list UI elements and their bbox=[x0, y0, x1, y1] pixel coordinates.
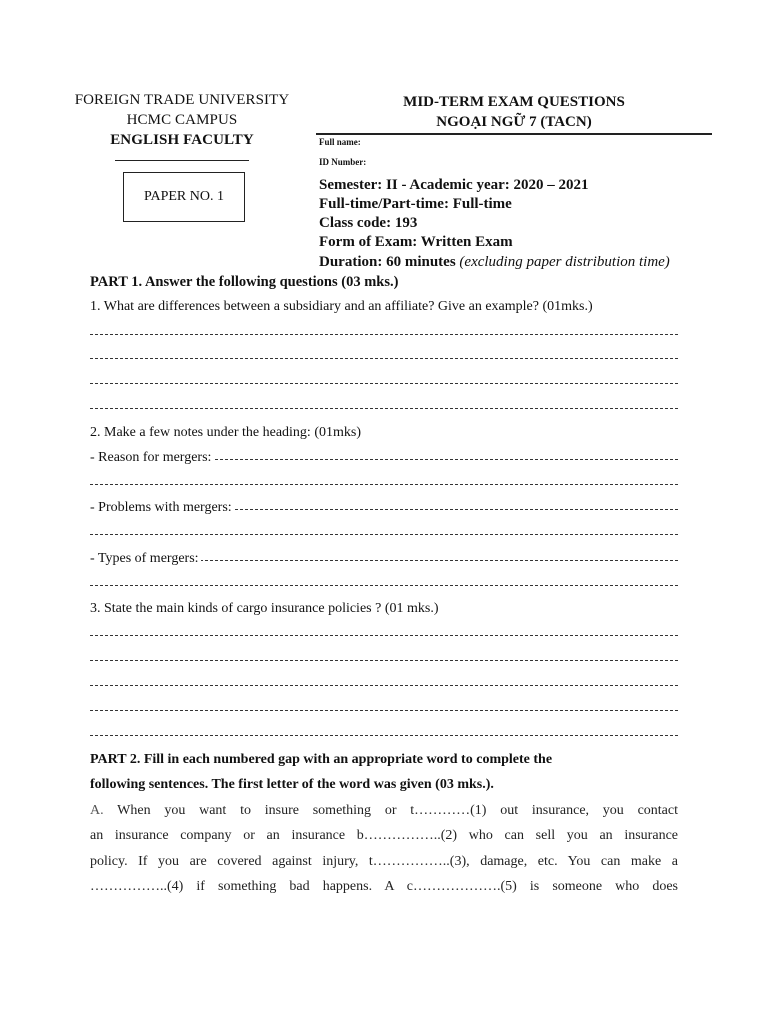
exam-form-info: Form of Exam: Written Exam bbox=[319, 234, 513, 250]
part2-heading-line1: PART 2. Fill in each numbered gap with an appropriate word to complete the bbox=[90, 752, 553, 767]
paper-number-box bbox=[123, 172, 245, 222]
exam-title: MID-TERM EXAM QUESTIONS bbox=[403, 94, 625, 110]
question-3: 3. State the main kinds of cargo insurance policies ? (01 mks.) bbox=[90, 601, 439, 616]
answer-line[interactable] bbox=[90, 585, 678, 586]
study-mode-info: Full-time/Part-time: Full-time bbox=[319, 196, 512, 212]
title-rule bbox=[316, 133, 712, 135]
subject-title: NGOẠI NGỮ 7 (TACN) bbox=[436, 114, 592, 130]
paper-number: PAPER NO. 1 bbox=[143, 189, 224, 204]
part2-passage-a bbox=[90, 798, 678, 899]
passage-line bbox=[90, 798, 678, 823]
answer-line[interactable] bbox=[90, 735, 678, 736]
q2-problems-label: - Problems with mergers: bbox=[90, 500, 232, 515]
question-2: 2. Make a few notes under the heading: (01mks) bbox=[90, 425, 361, 440]
duration-main: Duration: 60 minutes bbox=[319, 254, 460, 270]
answer-line[interactable] bbox=[90, 660, 678, 661]
part2-heading-line2: following sentences. The first letter of the word was given (03 mks.). bbox=[90, 777, 494, 792]
answer-line[interactable] bbox=[90, 383, 678, 384]
part1-heading: PART 1. Answer the following questions (03 mks.) bbox=[90, 274, 399, 290]
passage-line: policy. If you are covered against injury, t……………..(3), damage, etc. You can make a bbox=[90, 853, 678, 869]
class-code-info: Class code: 193 bbox=[319, 215, 418, 231]
passage-label: A. bbox=[90, 803, 104, 818]
faculty-name: ENGLISH FACULTY bbox=[110, 132, 254, 148]
university-name: FOREIGN TRADE UNIVERSITY bbox=[74, 92, 290, 108]
full-name-label: Full name: bbox=[319, 137, 361, 147]
duration-info bbox=[319, 254, 670, 271]
id-number-label: ID Number: bbox=[319, 157, 367, 167]
semester-info: Semester: II - Academic year: 2020 – 2021 bbox=[319, 177, 589, 193]
passage-line: ……………..(4) if something bad happens. A c……………….(5) is someone who does bbox=[90, 878, 678, 894]
q2-types-label: - Types of mergers: bbox=[90, 551, 199, 566]
duration-note: (excluding paper distribution time) bbox=[459, 254, 670, 270]
answer-line[interactable] bbox=[90, 484, 678, 485]
header-divider bbox=[115, 160, 249, 161]
answer-line[interactable] bbox=[90, 408, 678, 409]
q2-reason-label: - Reason for mergers: bbox=[90, 450, 212, 465]
answer-line[interactable] bbox=[90, 358, 678, 359]
campus-name: HCMC CAMPUS bbox=[126, 112, 238, 128]
answer-line[interactable] bbox=[90, 685, 678, 686]
question-1: 1. What are differences between a subsidiary and an affiliate? Give an example? (01mks.) bbox=[90, 299, 593, 314]
passage-text: When you want to insure something or t…………(1) out insurance, you contact bbox=[103, 803, 678, 818]
answer-line[interactable] bbox=[90, 710, 678, 711]
passage-line: an insurance company or an insurance b……………..(2) who can sell you an insurance bbox=[90, 828, 678, 844]
answer-line[interactable] bbox=[90, 334, 678, 335]
answer-line[interactable] bbox=[90, 534, 678, 535]
answer-line[interactable] bbox=[90, 635, 678, 636]
